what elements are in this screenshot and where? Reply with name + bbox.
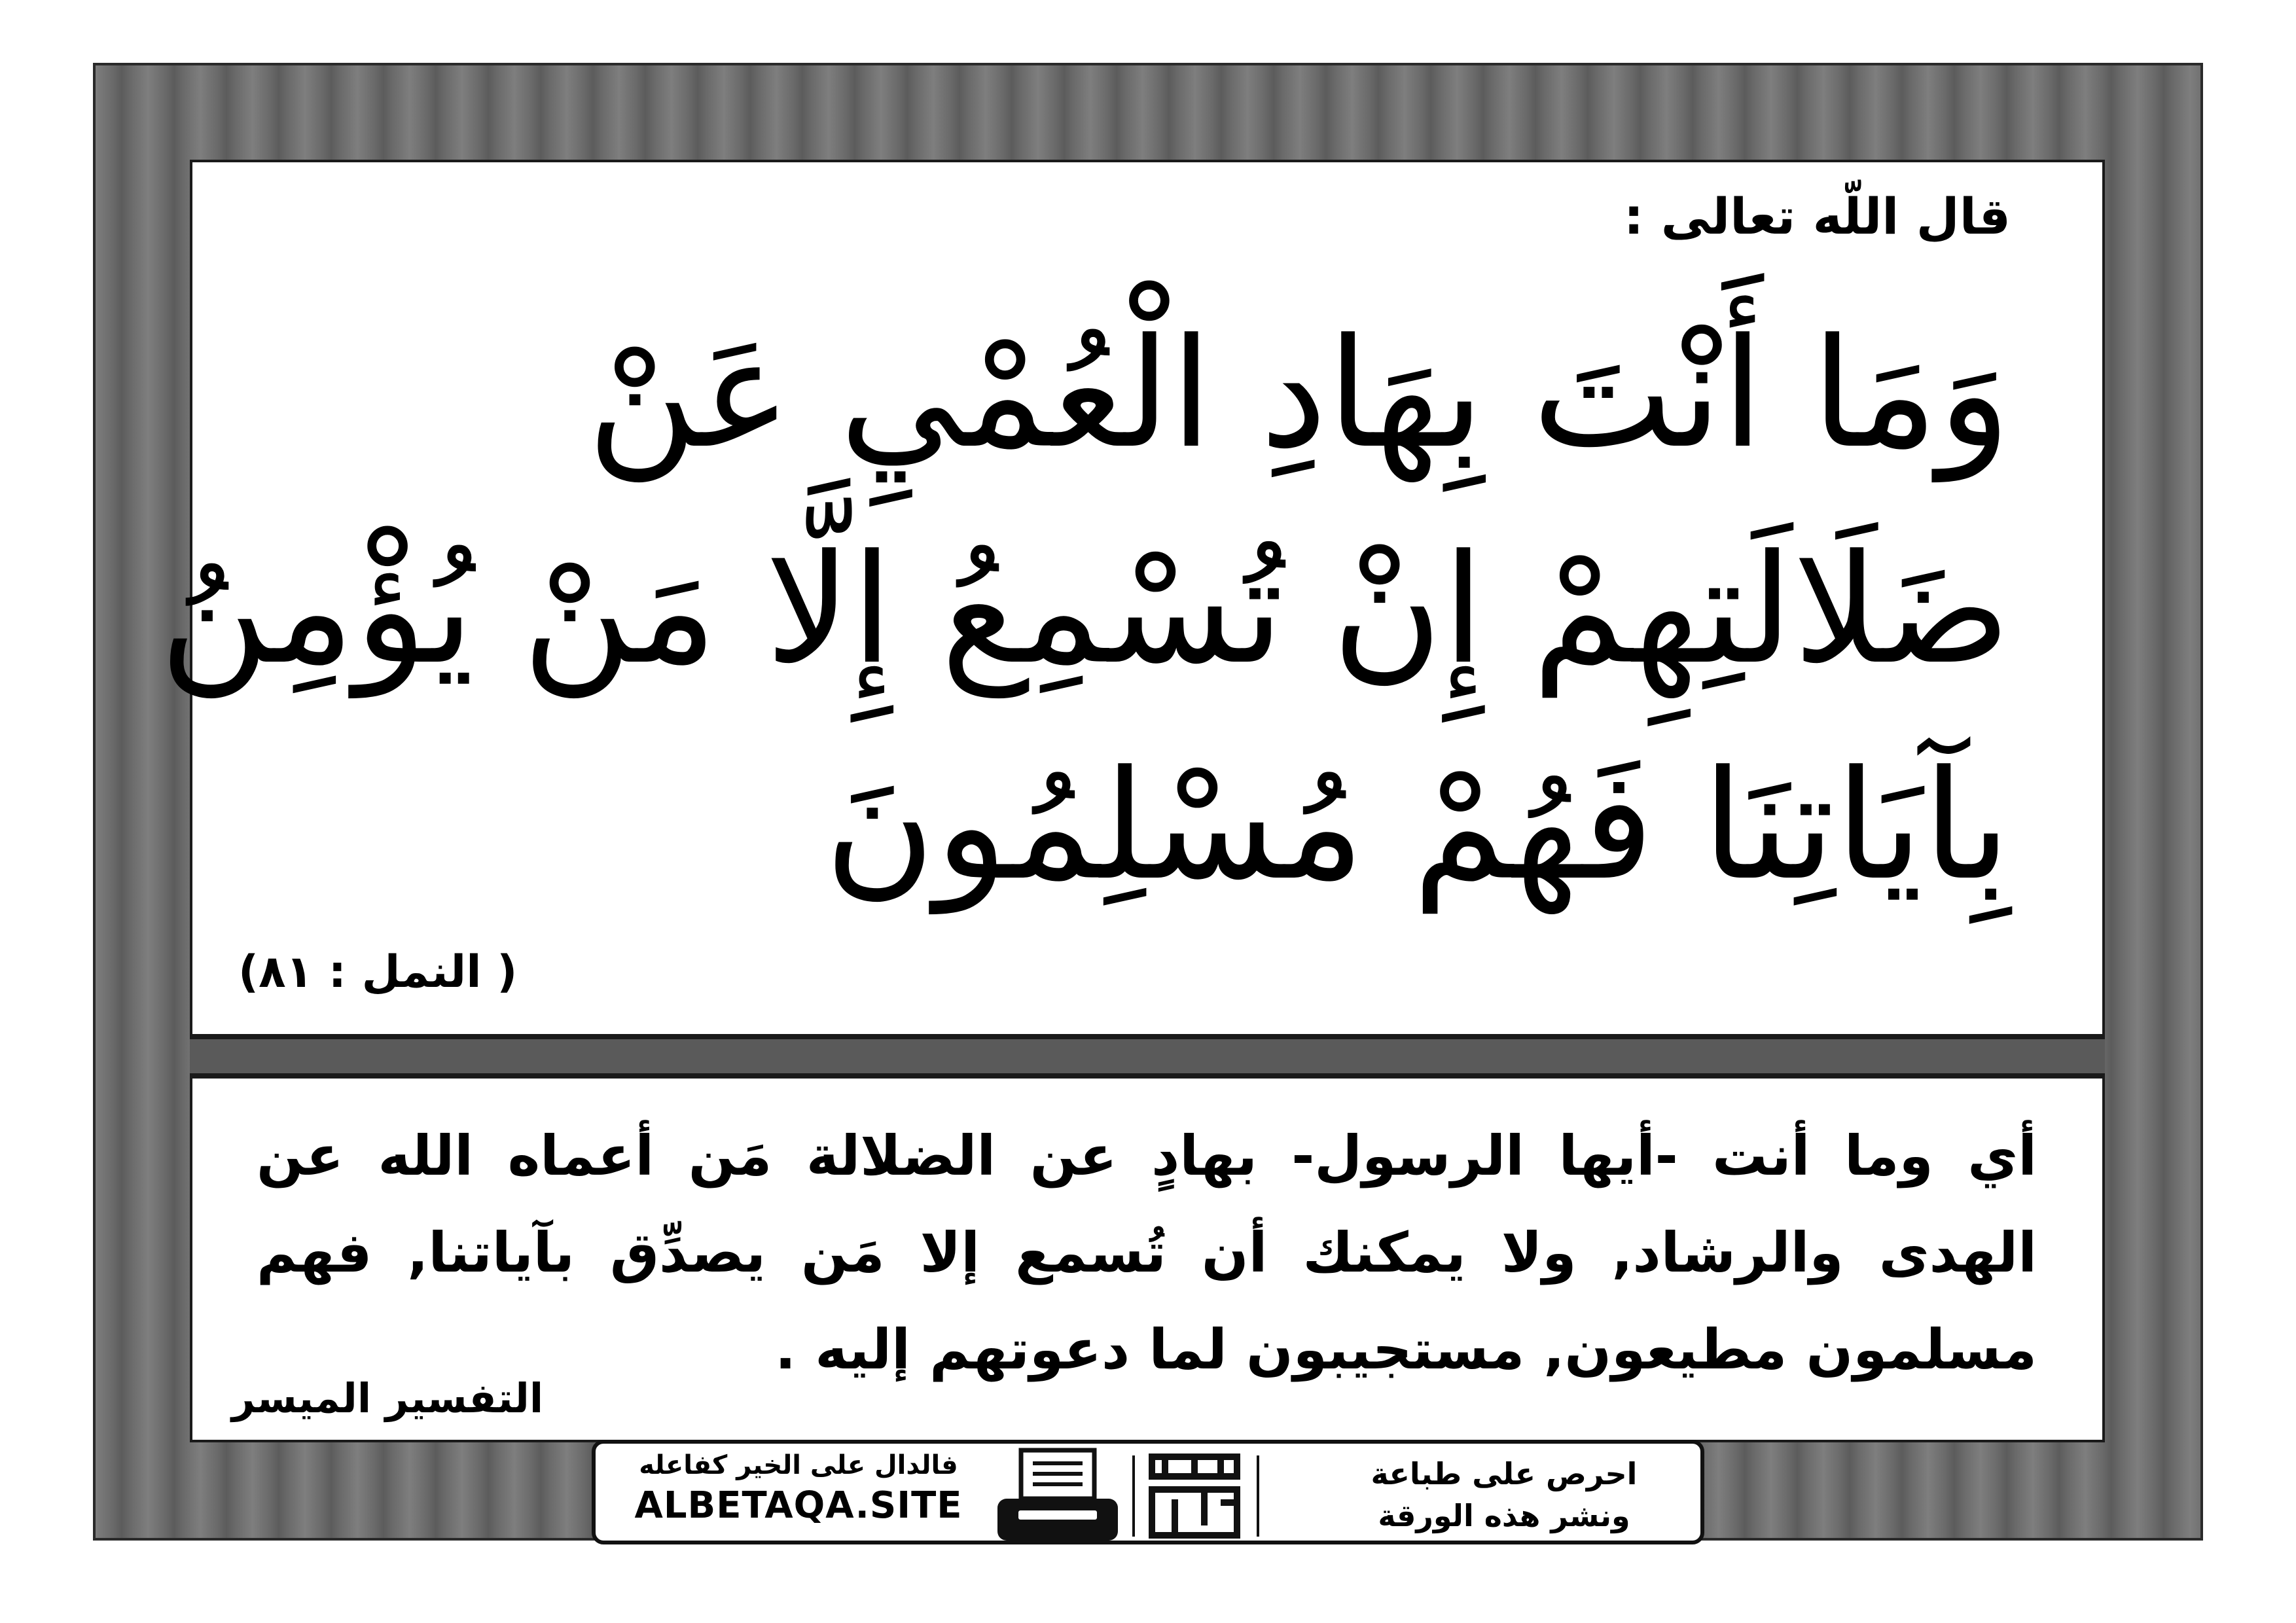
verse-line-3: بِآيَاتِنَا فَهُمْ مُسْلِمُونَ — [824, 739, 2011, 914]
verse-reference: ( النمل : ٨١) — [238, 946, 518, 998]
verse-intro: قال اللّه تعالى : — [1623, 187, 2011, 245]
tafsir-text: أي وما أنت -أيها الرسول- بهادٍ عن الضلالة مَن أعماه الله عن الهدى والرشاد, ولا يمكنك أن تُسمع إلا مَن يصدِّق بآياتنا, فهم مسلمون مطيعون, مستجيبون لما دعوتهم إليه . — [257, 1124, 2037, 1382]
verse-line-1: وَمَا أَنْتَ بِهَادِ الْعُمْيِ عَنْ — [586, 307, 2011, 482]
footer-divider-left — [1132, 1455, 1135, 1537]
tafsir-source: التفسير الميسر — [232, 1374, 544, 1422]
footer-cta-line-2: ونشر هذه الورقة — [1378, 1498, 1630, 1533]
footer-banner — [592, 1440, 1704, 1544]
verse-line-2: ضَلَالَتِهِمْ إِنْ تُسْمِعُ إِلَّا مَنْ يُؤْمِنُ — [159, 523, 2011, 698]
footer-motto: فالدال على الخير كفاعله — [639, 1450, 958, 1480]
quran-verse — [159, 287, 2011, 935]
verse-panel — [159, 160, 2105, 1037]
dawah-logo-icon — [1145, 1450, 1244, 1542]
printer-icon — [992, 1448, 1123, 1544]
footer-call-to-action — [1334, 1453, 1674, 1537]
footer-divider-right — [1257, 1455, 1259, 1537]
separator-bar — [190, 1037, 2105, 1076]
footer-cta-line-1: احرص على طباعة — [1371, 1456, 1638, 1491]
tafsir-panel — [190, 1076, 2105, 1442]
footer-site-block — [622, 1450, 975, 1527]
footer-site-link[interactable]: ALBETAQA.SITE — [634, 1484, 963, 1527]
